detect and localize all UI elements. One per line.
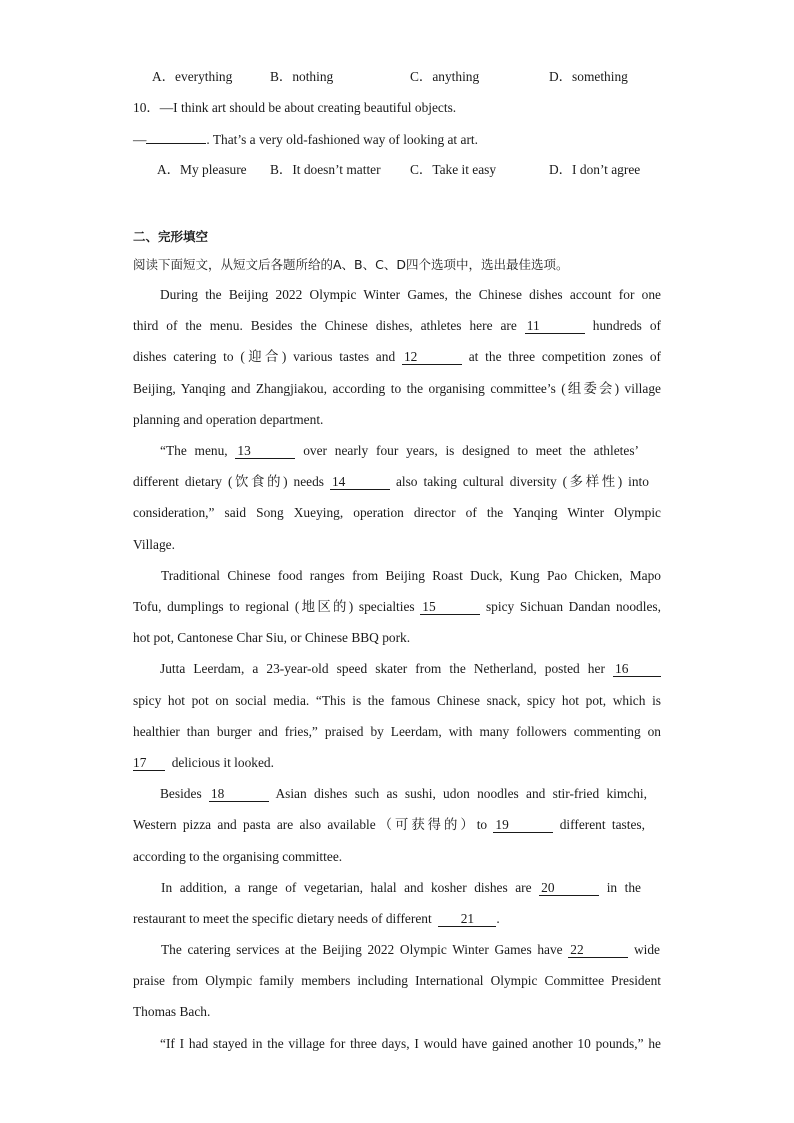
- passage-line: [133, 473, 649, 491]
- passage-text: Jutta Leerdam, a 23-year-old speed skater from the Netherland, posted her: [160, 661, 605, 676]
- passage-line: consideration,” said Song Xueying, operation director of the Yanqing Winter Olympic: [133, 505, 661, 520]
- q10-reply: [133, 130, 478, 149]
- cloze-blank-22: 22: [568, 943, 628, 958]
- passage-line: [133, 317, 661, 335]
- q10-stem: 10．—I think art should be about creating beautiful objects.: [133, 100, 457, 115]
- q10-option-b: B．It doesn’t matter: [270, 162, 381, 177]
- q10-answer-blank: [146, 130, 206, 144]
- q9-option-c: C．anything: [410, 69, 480, 84]
- cloze-blank-12: 12: [402, 350, 462, 365]
- passage-text: Besides: [160, 786, 202, 801]
- passage-text: delicious it looked.: [171, 755, 274, 770]
- passage-text: The catering services at the Beijing 2022 Olympic Winter Games have: [161, 942, 563, 957]
- passage-text: Tofu, dumplings to regional (地区的) specialties: [133, 599, 415, 614]
- passage-text: different tastes,: [559, 817, 645, 832]
- passage-line: [133, 348, 661, 366]
- passage-text: wide: [633, 942, 660, 957]
- section-title: 二、完形填空: [133, 229, 209, 244]
- passage-text: hundreds of: [592, 318, 661, 333]
- passage-line: Village.: [133, 537, 175, 552]
- passage-text: restaurant to meet the specific dietary needs of different: [133, 911, 432, 926]
- cloze-blank-21: 21: [438, 912, 496, 927]
- cloze-blank-11: 11: [525, 319, 585, 334]
- passage-line: healthier than burger and fries,” praised by Leerdam, with many followers commenting on: [133, 724, 661, 739]
- passage-line: [160, 660, 661, 678]
- passage-line: [160, 785, 647, 803]
- passage-text: Asian dishes such as sushi, udon noodles and stir-fried kimchi,: [275, 786, 647, 801]
- passage-text: In addition, a range of vegetarian, halal and kosher dishes are: [161, 880, 532, 895]
- passage-line: [133, 910, 500, 928]
- passage-line: [161, 941, 660, 959]
- passage-text: also taking cultural diversity (多样性) into: [395, 474, 649, 489]
- cloze-blank-18: 18: [209, 787, 269, 802]
- q10-option-c: C．Take it easy: [410, 162, 497, 177]
- cloze-blank-19: 19: [493, 818, 553, 833]
- passage-line: praise from Olympic family members including International Olympic Committee President: [133, 973, 661, 988]
- passage-line: planning and operation department.: [133, 412, 324, 427]
- cloze-blank-17: 17: [133, 756, 165, 771]
- q10-reply-text: . That’s a very old-fashioned way of looking at art.: [206, 132, 478, 147]
- passage-line: [160, 442, 639, 460]
- passage-line: Beijing, Yanqing and Zhangjiakou, according to the organising committee’s (组委会) village: [133, 381, 661, 396]
- passage-line: [133, 754, 274, 772]
- passage-text: in the: [606, 880, 641, 895]
- cloze-blank-15: 15: [420, 600, 480, 615]
- cloze-blank-20: 20: [539, 881, 599, 896]
- q10-option-d: D．I don’t agree: [549, 162, 641, 177]
- cloze-blank-16: 16: [613, 662, 661, 677]
- cloze-blank-13: 13: [235, 444, 295, 459]
- passage-text: at the three competition zones of: [468, 349, 661, 364]
- q9-option-b: B．nothing: [270, 69, 334, 84]
- passage-line: [133, 598, 661, 616]
- passage-line: Traditional Chinese food ranges from Beijing Roast Duck, Kung Pao Chicken, Mapo: [161, 568, 661, 583]
- q10-reply-dash: —: [133, 132, 147, 147]
- cloze-blank-14: 14: [330, 475, 390, 490]
- passage-text: .: [496, 911, 500, 926]
- passage-line: During the Beijing 2022 Olympic Winter Games, the Chinese dishes account for one: [160, 287, 661, 302]
- passage-line: spicy hot pot on social media. “This is the famous Chinese snack, spicy hot pot, which is: [133, 693, 661, 708]
- passage-text: different dietary (饮食的) needs: [133, 474, 324, 489]
- q10-option-a: A．My pleasure: [157, 162, 247, 177]
- passage-line: [161, 879, 641, 897]
- passage-line: “If I had stayed in the village for three days, I would have gained another 10 pounds,” he: [160, 1036, 661, 1051]
- passage-line: hot pot, Cantonese Char Siu, or Chinese BBQ pork.: [133, 630, 411, 645]
- passage-text: “The menu,: [160, 443, 228, 458]
- passage-text: over nearly four years, is designed to meet the athletes’: [303, 443, 639, 458]
- passage-text: spicy Sichuan Dandan noodles,: [485, 599, 661, 614]
- passage-text: dishes catering to (迎合) various tastes and: [133, 349, 396, 364]
- q9-option-d: D．something: [549, 69, 628, 84]
- passage-line: according to the organising committee.: [133, 849, 343, 864]
- passage-text: Western pizza and pasta are also available（可获得的）to: [133, 817, 488, 832]
- q9-option-a: A．everything: [152, 69, 233, 84]
- passage-line: [133, 816, 645, 834]
- passage-line: Thomas Bach.: [133, 1004, 211, 1019]
- passage-text: third of the menu. Besides the Chinese dishes, athletes here are: [133, 318, 517, 333]
- section-instruction: 阅读下面短文，从短文后各题所给的A、B、C、D四个选项中，选出最佳选项。: [133, 257, 569, 272]
